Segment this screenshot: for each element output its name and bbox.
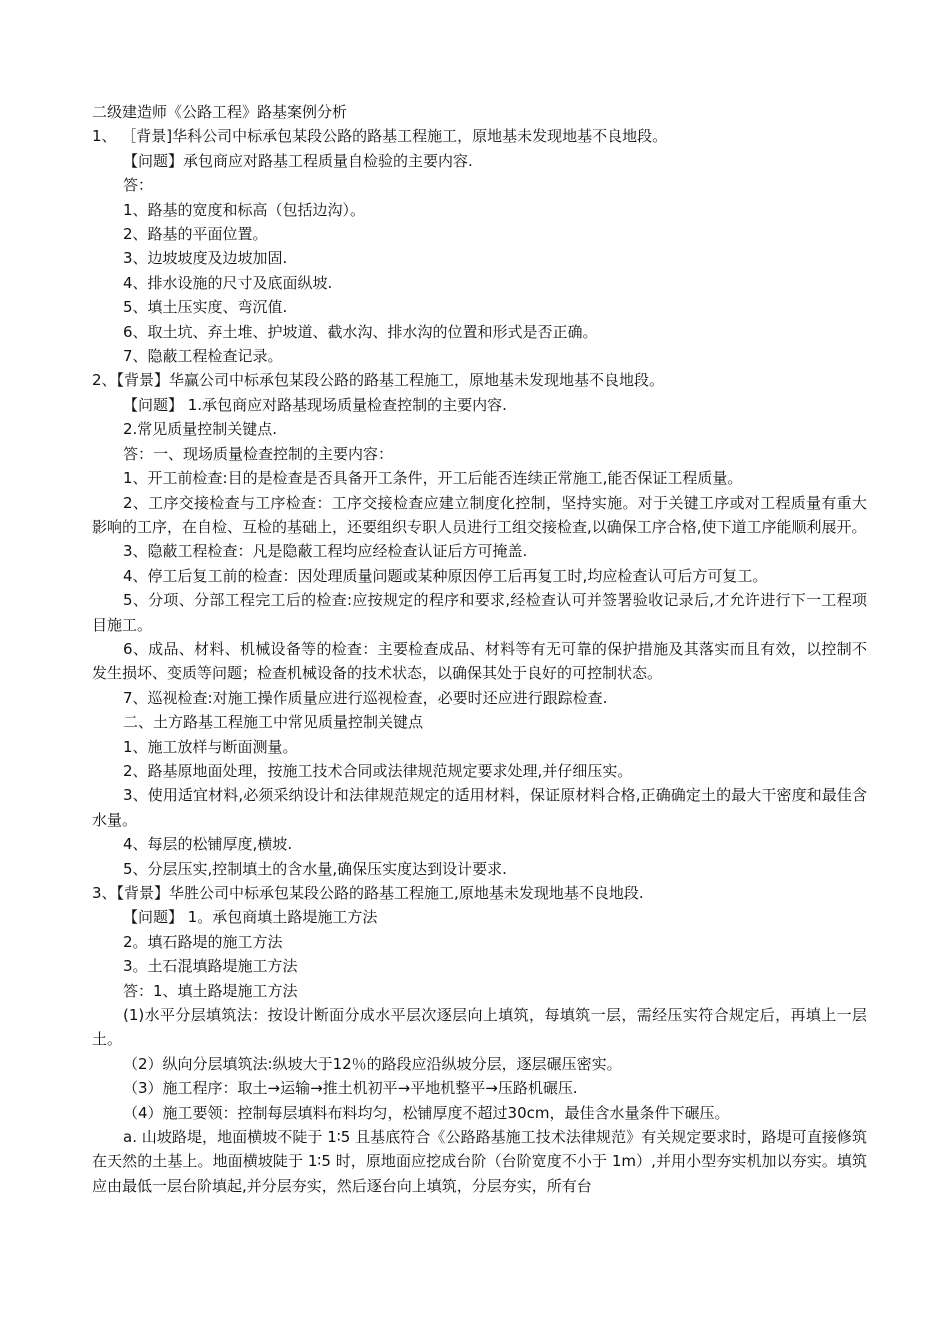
paragraph-line: 1、施工放样与断面测量。	[123, 737, 298, 756]
paragraph-line: a. 山坡路堤，地面横坡不陡于 1∶5 且基底符合《公路路基施工技术法律规范》有关规定要求时，路堤可直接修筑在天然的土基上。地面横坡陡于 1∶5 时，原地面应挖成台阶（台阶宽度不小于 1m）,并用小型夯实机加以夯实。填筑应由最低一层台阶填起,并分层夯实，然后逐台向上填筑，分层夯实，所有台	[92, 1128, 867, 1195]
document-title: 二级建造师《公路工程》路基案例分析	[92, 103, 348, 121]
paragraph-line: (1)水平分层填筑法：按设计断面分成水平层次逐层向上填筑，每填筑一层，需经压实符合规定后，再填上一层土。	[92, 1006, 867, 1049]
paragraph-line: 3、使用适宜材料,必须采纳设计和法律规范规定的适用材料，保证原材料合格,正确确定土的最大干密度和最佳含水量。	[92, 786, 867, 829]
paragraph-line: 【问题】 1。承包商填土路堤施工方法	[123, 908, 378, 927]
paragraph-line: 3、边坡坡度及边坡加固.	[123, 249, 288, 268]
paragraph-line: 【问题】承包商应对路基工程质量自检验的主要内容.	[123, 151, 473, 170]
paragraph-line: 2、工序交接检查与工序检查：工序交接检查应建立制度化控制，坚持实施。对于关键工序或对工程质量有重大影响的工序，在自检、互检的基础上，还要组织专职人员进行工组交接检查,以确保工序合格,使下道工序能顺利展开。	[92, 493, 867, 536]
paragraph-line: 答：	[123, 176, 154, 195]
paragraph-line: 2.常见质量控制关键点.	[123, 420, 278, 439]
paragraph-line: 2、路基的平面位置。	[123, 225, 268, 244]
paragraph-line: 6、取土坑、弃土堆、护坡道、截水沟、排水沟的位置和形式是否正确。	[123, 322, 598, 341]
paragraph-line: 3、【背景】华胜公司中标承包某段公路的路基工程施工,原地基未发现地基不良地段.	[92, 884, 644, 902]
paragraph-line: 4、排水设施的尺寸及底面纵坡.	[123, 273, 333, 292]
paragraph-line: 答：1、填土路堤施工方法	[123, 981, 298, 1000]
paragraph-line: 7、隐蔽工程检查记录。	[123, 347, 283, 366]
paragraph-line: 6、成品、材料、机械设备等的检查：主要检查成品、材料等有无可靠的保护措施及其落实而且有效，以控制不发生损坏、变质等问题；检查机械设备的技术状态，以确保其处于良好的可控制状态。	[92, 639, 867, 683]
paragraph-line: 【问题】 1.承包商应对路基现场质量检查控制的主要内容.	[123, 395, 507, 414]
paragraph-line: 二、土方路基工程施工中常见质量控制关键点	[123, 713, 424, 732]
paragraph-line: 3、隐蔽工程检查：凡是隐蔽工程均应经检查认证后方可掩盖.	[123, 542, 528, 561]
paragraph-line: 2、【背景】华赢公司中标承包某段公路的路基工程施工，原地基未发现地基不良地段。	[92, 371, 665, 390]
paragraph-line: 答：一、现场质量检查控制的主要内容：	[123, 444, 394, 463]
paragraph-line: 7、巡视检查:对施工操作质量应进行巡视检查，必要时还应进行跟踪检查.	[123, 688, 608, 707]
paragraph-line: （2）纵向分层填筑法:纵坡大于12％的路段应沿纵坡分层，逐层碾压密实。	[123, 1054, 622, 1073]
paragraph-line: 5、分项、分部工程完工后的检查:应按规定的程序和要求,经检查认可并签署验收记录后,才允许进行下一工程项目施工。	[92, 591, 867, 634]
paragraph-line: 4、停工后复工前的检查：因处理质量问题或某种原因停工后再复工时,均应检查认可后方可复工。	[123, 566, 768, 585]
paragraph-line: 1、开工前检查:目的是检查是否具备开工条件，开工后能否连续正常施工,能否保证工程质量。	[123, 469, 743, 488]
paragraph-line: （4）施工要领：控制每层填料布料均匀，松铺厚度不超过30cm，最佳含水量条件下碾压。	[123, 1103, 730, 1122]
paragraph-line: 3。土石混填路堤施工方法	[123, 957, 298, 976]
document-body	[92, 124, 867, 1198]
paragraph-line: 4、每层的松铺厚度,横坡.	[123, 835, 293, 854]
paragraph-line: 1、 ［背景]华科公司中标承包某段公路的路基工程施工，原地基未发现地基不良地段。	[92, 127, 668, 146]
paragraph-line: （3）施工程序：取土→运输→推土机初平→平地机整平→压路机碾压.	[123, 1079, 578, 1098]
paragraph-line: 1、路基的宽度和标高（包括边沟）。	[123, 200, 366, 219]
paragraph-line: 2、路基原地面处理，按施工技术合同或法律规范规定要求处理,并仔细压实。	[123, 761, 633, 780]
paragraph-line: 2。填石路堤的施工方法	[123, 932, 283, 951]
paragraph-line: 5、分层压实,控制填土的含水量,确保压实度达到设计要求.	[123, 859, 507, 878]
document-page	[92, 100, 867, 1198]
paragraph-line: 5、填土压实度、弯沉值.	[123, 298, 288, 317]
